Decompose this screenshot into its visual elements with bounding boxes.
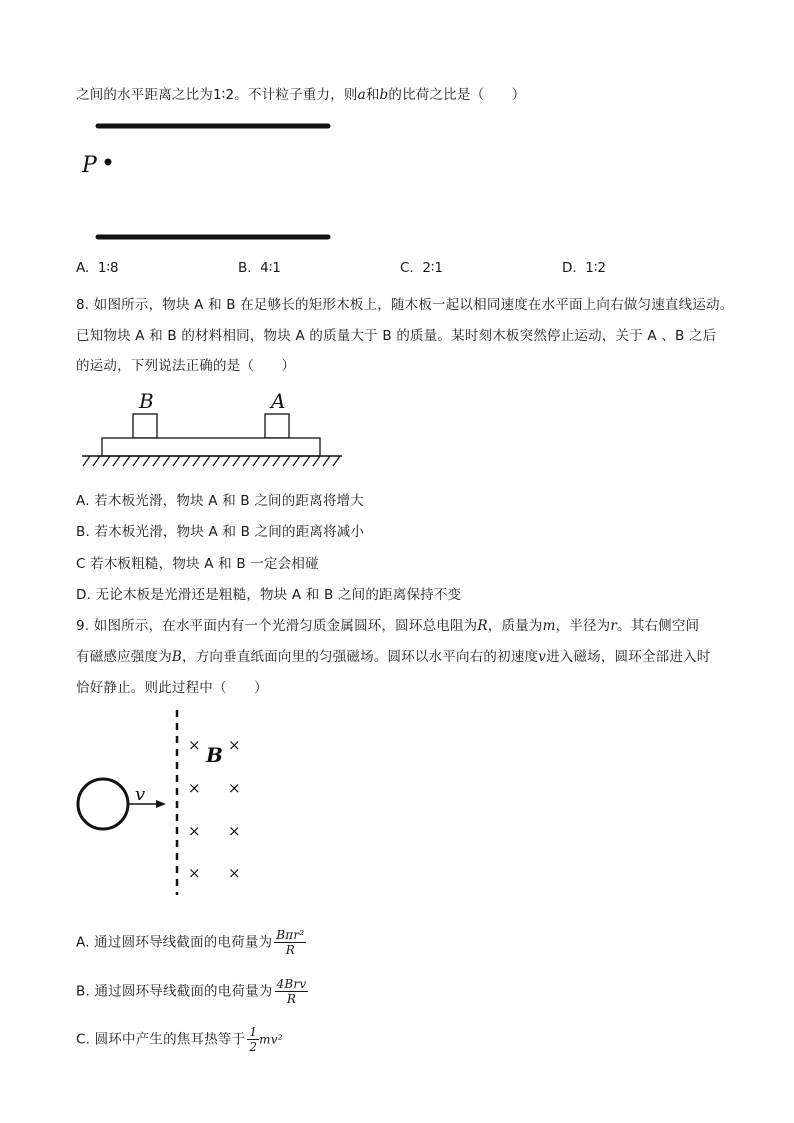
var-b: b [379,87,389,103]
block-b-label: B [139,389,154,413]
field-cross: × [228,736,241,754]
q9-stem-line3: 恰好静止。则此过程中（ ） [76,680,268,696]
q7-stem-tail: 之间的水平距离之比为1∶2。不计粒子重力，则a和b的比荷之比是（ ） [76,87,526,103]
q9-stem-line1: 9. 如图所示，在水平面内有一个光滑匀质金属圆环，圆环总电阻为R，质量为m，半径为r。其右侧空间 [76,618,700,634]
block-a [265,414,289,438]
q7-option-d: D. 1∶2 [562,260,606,276]
block-b [133,414,157,438]
q9-option-a: A. 通过圆环导线截面的电荷量为 $\frac{\text{Bπr²}}{R}$ [76,928,305,957]
point-p-dot [105,159,112,166]
q8-stem-line1: 8. 如图所示，物块 A 和 B 在足够长的矩形木板上，随木板一起以相同速度在水平面上向右做匀速直线运动。 [76,297,734,313]
point-p-label: P [82,153,97,178]
block-a-label: A [271,389,286,413]
q8-option-d: D. 无论木板是光滑还是粗糙，物块 A 和 B 之间的距离保持不变 [76,587,462,603]
field-label: B [206,743,223,767]
q9-option-b: B. 通过圆环导线截面的电荷量为 $\frac{\text{4Brv}}{R}$ [76,977,307,1006]
field-cross: × [188,822,201,840]
board [102,438,320,456]
q8-option-b: B. 若木板光滑，物块 A 和 B 之间的距离将减小 [76,524,365,540]
fraction: $\frac{\text{Bπr²}}{R}$ [276,928,305,957]
q8-stem-line2: 已知物块 A 和 B 的材料相同，物块 A 的质量大于 B 的质量。某时刻木板突然停止运动，关于 A 、B 之后 [76,328,717,344]
metal-ring [78,779,128,829]
fraction: $\frac{1}{2}$ [249,1025,258,1054]
fraction: $\frac{\text{4Brv}}{R}$ [276,977,307,1006]
q9-stem-line2: 有磁感应强度为B，方向垂直纸面向里的匀强磁场。圆环以水平向右的初速度v进入磁场，圆环全部进入时 [76,649,711,665]
field-cross: × [188,736,201,754]
field-cross: × [228,864,241,882]
field-cross: × [188,864,201,882]
ground-hatch [83,456,340,466]
q7-option-a: A. 1∶8 [76,260,119,276]
var-a: a [357,87,366,103]
field-cross: × [228,779,241,797]
q9-option-c: C. 圆环中产生的焦耳热等于 $\frac{1}{2}$ mv² [76,1025,283,1054]
velocity-label: v [135,784,146,805]
field-cross: × [188,779,201,797]
velocity-arrow-head [156,800,166,808]
q7-option-b: B. 4∶1 [238,260,281,276]
q8-option-c: C 若木板粗糙，物块 A 和 B 一定会相碰 [76,556,319,572]
field-cross: × [228,822,241,840]
q8-option-a: A. 若木板光滑，物块 A 和 B 之间的距离将增大 [76,493,364,509]
q7-option-c: C. 2∶1 [400,260,444,276]
q8-stem-line3: 的运动，下列说法正确的是（ ） [76,358,296,374]
